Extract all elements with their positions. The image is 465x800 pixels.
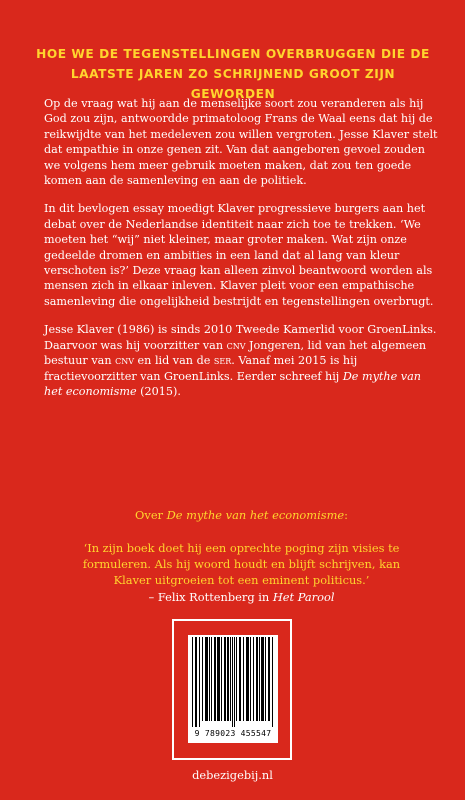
- bio-cnv-2: cnv: [115, 354, 134, 368]
- quote-source-prefix: – Felix Rottenberg in: [148, 590, 273, 604]
- paragraph-3-author-bio: [44, 322, 439, 399]
- barcode-bar: [202, 637, 203, 721]
- blurb-body: [44, 96, 439, 412]
- quote-intro-prefix: Over: [135, 508, 167, 522]
- bio-part-5: (2015).: [136, 384, 181, 398]
- quote-line-3: Klaver uitgroeien tot een eminent politicus.’: [113, 573, 370, 587]
- quote-line-2: formuleren. Als hij woord houdt en blijft schrijven, kan: [82, 557, 401, 571]
- barcode-bar: [214, 637, 216, 721]
- headline-line-1: HOE WE DE TEGENSTELLINGEN OVERBRUGGEN DIE DE: [36, 47, 430, 61]
- paragraph-1: Op de vraag wat hij aan de menselijke soort zou veranderen als hij God zou zijn, antwoordde primatoloog Frans de Waal eens dat hij de reikwijdte van het medeleven zou willen vergroten. Jesse Klaver stelt dat empathie in onze genen zit. Van dat aangeboren gevoel zouden we volgens hem meer gebruik moeten maken, dat zou ten goede komen aan de samenleving en aan de politiek.: [44, 97, 438, 188]
- barcode-bar: [243, 637, 244, 721]
- barcode-frame: [172, 619, 292, 760]
- barcode-digits: 9 789023 455547: [194, 729, 272, 738]
- barcode-bar: [265, 637, 266, 721]
- publisher-website: debezigebij.nl: [192, 768, 273, 782]
- bio-cnv-1: cnv: [226, 338, 246, 352]
- headline: [28, 44, 438, 104]
- barcode-bar: [256, 637, 258, 721]
- barcode-bar: [205, 637, 208, 721]
- quote-source: [44, 589, 439, 605]
- barcode-bar: [195, 637, 197, 727]
- bio-part-3: en lid van de: [134, 354, 214, 368]
- headline-line-2: LAATSTE JAREN ZO SCHRIJNEND GROOT ZIJN GEWORDEN: [70, 67, 396, 101]
- barcode-bar: [192, 637, 193, 727]
- barcode-bar: [236, 637, 237, 721]
- barcode-bar: [261, 637, 264, 721]
- barcode-bar: [217, 637, 220, 721]
- barcode-bar: [253, 637, 254, 721]
- barcode: [188, 635, 278, 743]
- bio-book-title: De mythe van het economisme: [44, 369, 421, 398]
- quote-intro-book-title: De mythe van het economisme: [166, 508, 345, 522]
- barcode-bar: [224, 637, 226, 721]
- barcode-bar: [227, 637, 229, 721]
- barcode-bar: [232, 637, 233, 727]
- bio-part-1: Jesse Klaver (1986) is sinds 2010 Tweede Kamerlid voor GroenLinks. Daarvoor was hij voorzitter van: [44, 323, 437, 352]
- bio-part-4: . Vanaf mei 2015 is hij fractievoorzitter van GroenLinks. Eerder schreef hij: [44, 354, 358, 383]
- barcode-bar: [221, 637, 222, 721]
- barcode-bar: [268, 637, 270, 721]
- quote-intro: [44, 508, 439, 523]
- barcode-bar: [250, 637, 251, 721]
- barcode-bar: [230, 637, 231, 721]
- bio-ser: ser: [213, 354, 232, 368]
- bio-part-2: Jongeren, lid van het algemeen bestuur van: [44, 338, 427, 368]
- quote-intro-suffix: :: [344, 508, 348, 522]
- barcode-bar: [209, 637, 210, 721]
- quote-source-publication: Het Parool: [272, 590, 335, 604]
- barcode-bar: [246, 637, 249, 721]
- barcode-bar: [259, 637, 260, 721]
- barcode-bar: [272, 637, 273, 727]
- paragraph-2: In dit bevlogen essay moedigt Klaver progressieve burgers aan het debat over de Nederlandse identiteit naar zich toe te trekken. ‘We moeten het “wij” niet kleiner, maar groter maken. Wat zijn onze gedeelde dromen en ambities in een land dat al lang van kleur verschoten is?’ Deze vraag kan alleen zinvol beantwoord worden als mensen zich in elkaar inleven. Klaver pleit voor een empathische samenleving die ongelijkheid bestrijdt en tegenstellingen overbrugt.: [44, 202, 434, 308]
- barcode-bar: [239, 637, 241, 721]
- barcode-bar: [211, 637, 212, 721]
- barcode-bar: [199, 637, 200, 727]
- review-quote: [44, 540, 439, 588]
- quote-line-1: ‘In zijn boek doet hij een oprechte poging zijn visies te: [83, 541, 400, 555]
- barcode-bar: [234, 637, 235, 727]
- barcode-bars-icon: [190, 637, 276, 727]
